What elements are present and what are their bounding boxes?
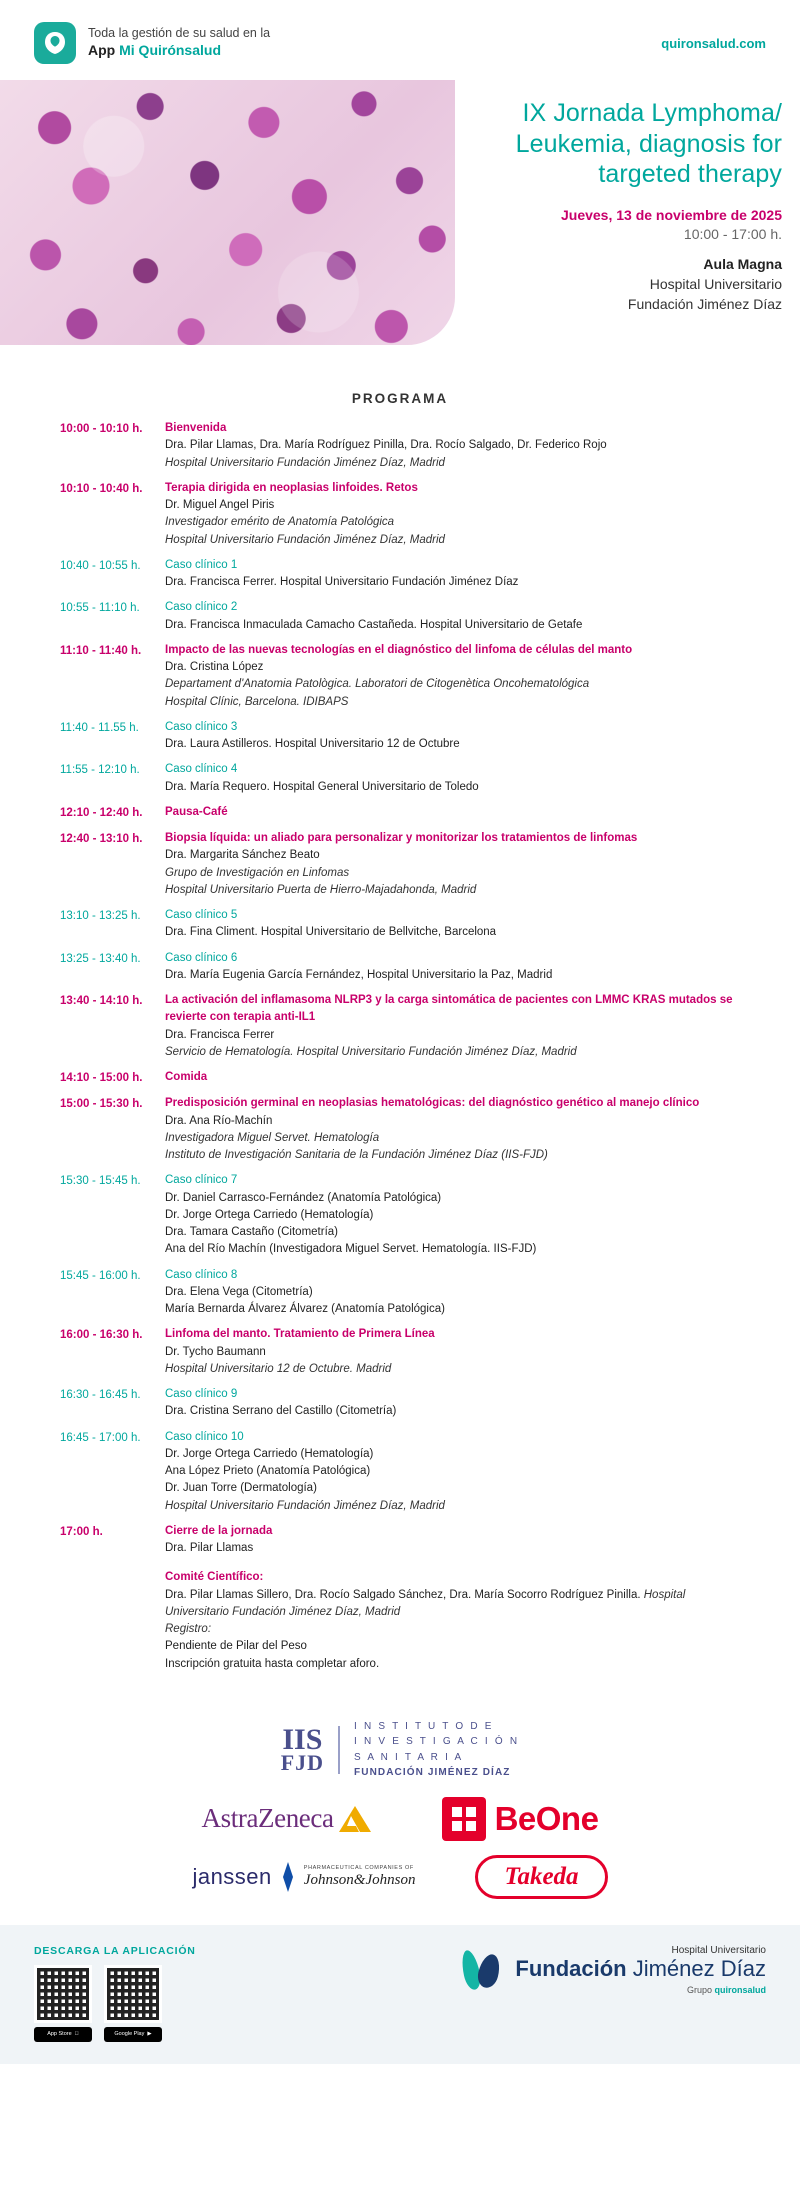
program-row <box>60 1267 752 1319</box>
program-row-title: Cierre de la jornada <box>165 1524 273 1537</box>
beone-mark-icon <box>442 1797 486 1841</box>
janssen-logo <box>192 1860 415 1894</box>
program-row-time: 11:10 - 11:40 h. <box>60 644 142 657</box>
program-row-affiliation: Investigadora Miguel Servet. Hematología <box>165 1131 380 1144</box>
program-row-speaker: Dr. Jorge Ortega Carriedo (Hematología) <box>165 1208 374 1221</box>
program-row-speaker: Dra. María Eugenia García Fernández, Hospital Universitario la Paz, Madrid <box>165 968 553 981</box>
committee-members <box>165 1587 752 1622</box>
program-row-title: Caso clínico 9 <box>165 1388 238 1400</box>
program-row-title: Pausa-Café <box>165 805 228 818</box>
fjd-swoosh-icon <box>459 1948 505 1992</box>
registry-value: Pendiente de Pilar del Peso <box>165 1640 307 1653</box>
janssen-mark-icon <box>280 1860 296 1894</box>
program-row-speaker: Dra. Francisca Ferrer. Hospital Universitario Fundación Jiménez Díaz <box>165 576 519 588</box>
program-row-speaker: Dr. Miguel Angel Piris <box>165 499 275 511</box>
program-row-time: 12:10 - 12:40 h. <box>60 806 143 819</box>
program-row-time: 10:10 - 10:40 h. <box>60 482 143 495</box>
program-row-speaker: Dra. María Requero. Hospital General Universitario de Toledo <box>165 780 479 793</box>
program-row <box>60 830 752 899</box>
program-row-title: Caso clínico 3 <box>165 720 238 733</box>
event-title: IX Jornada Lymphoma/ Leukemia, diagnosis for targeted therapy <box>515 99 782 188</box>
program-row-body <box>165 642 752 711</box>
program-row-title: Linfoma del manto. Tratamiento de Primera Línea <box>165 1328 435 1341</box>
committee-members-names: Dra. Pilar Llamas Sillero, Dra. Rocío Salgado Sánchez, Dra. María Socorro Rodríguez Pinilla. <box>165 1588 641 1601</box>
program-row-title: Caso clínico 7 <box>165 1174 238 1187</box>
iis-line-3: S A N I T A R I A <box>354 1751 464 1763</box>
program-row <box>60 804 752 822</box>
program-row-time: 15:00 - 15:30 h. <box>60 1098 143 1111</box>
sponsor-row-2 <box>0 1855 800 1899</box>
iis-fjd-logo <box>0 1719 800 1781</box>
app-store-badge[interactable] <box>34 2027 92 2042</box>
program-row-affiliation: Hospital Clínic, Barcelona. IDIBAPS <box>165 695 349 708</box>
program-row-speaker: Ana López Prieto (Anatomía Patológica) <box>165 1465 371 1477</box>
program-row-title: Terapia dirigida en neoplasias linfoides. Retos <box>165 481 418 494</box>
program-row-body <box>165 950 752 985</box>
program-row <box>60 719 752 754</box>
program-row-speaker: Dra. Francisca Ferrer <box>165 1028 275 1041</box>
program-row-body <box>165 907 752 942</box>
program-row-body <box>165 1172 752 1258</box>
event-date: Jueves, 13 de noviembre de 2025 <box>560 206 782 223</box>
beone-logo <box>442 1797 599 1841</box>
program-row-speaker: Ana del Río Machín (Investigadora Miguel Servet. Hematología. IIS-FJD) <box>165 1243 537 1256</box>
program-row-speaker: Dra. Pilar Llamas <box>165 1542 254 1554</box>
program-row <box>60 599 752 634</box>
program-row-body <box>165 1326 752 1378</box>
program-row-time: 13:25 - 13:40 h. <box>60 952 141 965</box>
janssen-label: janssen <box>192 1863 272 1889</box>
program-row-time: 12:40 - 13:10 h. <box>60 833 143 845</box>
program-row-speaker: Dra. Laura Astilleros. Hospital Universitario 12 de Octubre <box>165 738 460 750</box>
program-row-title: Caso clínico 2 <box>165 601 238 614</box>
program-row-title: Caso clínico 6 <box>165 951 238 964</box>
program-row <box>60 992 752 1061</box>
program-row-body <box>165 992 752 1061</box>
program-row <box>60 420 752 472</box>
program-row-speaker: Dr. Tycho Baumann <box>165 1345 266 1358</box>
download-title: DESCARGA LA APLICACIÓN <box>34 1944 196 1957</box>
program-row-affiliation: Hospital Universitario Puerta de Hierro-Majadahonda, Madrid <box>165 883 477 896</box>
program-row-speaker: Dra. Tamara Castaño (Citometría) <box>165 1226 338 1238</box>
program-row-speaker: Dr. Daniel Carrasco-Fernández (Anatomía Patológica) <box>165 1191 442 1204</box>
program-row-speaker: Dra. Margarita Sánchez Beato <box>165 849 320 862</box>
program-row-time: 16:30 - 16:45 h. <box>60 1389 141 1401</box>
iis-divider <box>338 1726 340 1774</box>
hero-text-block <box>470 98 782 314</box>
program-row-body <box>165 719 752 754</box>
hospital-name-line1: Fundación <box>515 1955 627 1981</box>
program-row-body <box>165 480 752 549</box>
registry-label: Registro: <box>165 1623 212 1635</box>
qr-codes <box>34 1965 196 2042</box>
program-row-body <box>165 1069 752 1087</box>
sponsor-row-1 <box>0 1797 800 1841</box>
program-row <box>60 1523 752 1558</box>
brand-app-name: Mi Quirónsalud <box>119 42 221 59</box>
iis-line-1: I N S T I T U T O D E <box>354 1720 494 1732</box>
google-play-label: Google Play <box>114 2031 145 2038</box>
program-row-time: 14:10 - 15:00 h. <box>60 1072 143 1084</box>
program-row <box>60 1429 752 1515</box>
program-row-affiliation: Instituto de Investigación Sanitaria de la Fundación Jiménez Díaz (IIS-FJD) <box>165 1149 548 1161</box>
hospital-logo-text <box>515 1945 766 1995</box>
program-row-body <box>165 1267 752 1319</box>
program-row-body <box>165 804 752 822</box>
program-row <box>60 1069 752 1087</box>
program-row-title: Bienvenida <box>165 422 227 434</box>
program-row-time: 10:55 - 11:10 h. <box>60 602 140 615</box>
program-row-title: Caso clínico 10 <box>165 1430 244 1443</box>
hospital-name-line2: Jiménez Díaz <box>632 1955 766 1981</box>
program-row-body <box>165 1429 752 1515</box>
app-store-qr-code[interactable] <box>34 1965 92 2023</box>
program-row-title: Caso clínico 1 <box>165 558 238 571</box>
app-brand-text <box>88 26 270 59</box>
program-row-body <box>165 557 752 592</box>
program-row <box>60 642 752 711</box>
hero-section <box>0 80 800 375</box>
iis-acronym <box>280 1722 325 1776</box>
iis-acronym-top: IIS <box>282 1722 323 1756</box>
program-row <box>60 1095 752 1164</box>
program-row-speaker: Dra. Fina Climent. Hospital Universitario de Bellvitche, Barcelona <box>165 926 497 939</box>
program-row-affiliation: Hospital Universitario Fundación Jiménez Díaz, Madrid <box>165 1499 445 1512</box>
iis-acronym-bottom: FJD <box>280 1750 325 1776</box>
program-row-affiliation: Departament d'Anatomia Patològica. Laboratori de Citogenètica Oncohematológica <box>165 678 590 691</box>
program-row-affiliation: Hospital Universitario Fundación Jiménez Díaz, Madrid <box>165 533 445 546</box>
program-row-body <box>165 1386 752 1421</box>
program-row <box>60 557 752 592</box>
program-row-title: Caso clínico 4 <box>165 763 238 776</box>
program-row-affiliation: Grupo de Investigación en Linfomas <box>165 866 350 879</box>
brand-line-2 <box>88 42 270 60</box>
program-row-speaker: María Bernarda Álvarez Álvarez (Anatomía Patológica) <box>165 1303 445 1315</box>
program-row-title: Caso clínico 8 <box>165 1268 238 1281</box>
takeda-logo: Takeda <box>475 1855 607 1899</box>
program-row-speaker: Dr. Jorge Ortega Carriedo (Hematología) <box>165 1447 374 1460</box>
hospital-name <box>515 1956 766 1982</box>
program-row <box>60 907 752 942</box>
program-row-affiliation: Hospital Universitario Fundación Jiménez Díaz, Madrid <box>165 456 445 469</box>
hospital-small-label: Hospital Universitario <box>671 1944 766 1956</box>
program-row-title: Caso clínico 5 <box>165 909 238 921</box>
program-row-time: 11:40 - 11.55 h. <box>60 721 139 734</box>
astrazeneca-label: AstraZeneca <box>201 1803 334 1834</box>
group-brand: quironsalud <box>714 1984 766 1995</box>
program-row-time: 17:00 h. <box>60 1525 103 1538</box>
program-heading: PROGRAMA <box>351 391 449 406</box>
play-triangle-icon: ▶ <box>147 2031 152 2038</box>
venue-line-3: Fundación Jiménez Díaz <box>627 296 782 313</box>
registration-note: Inscripción gratuita hasta completar aforo. <box>165 1657 380 1670</box>
iis-fulltext <box>354 1719 519 1781</box>
brand-line-1: Toda la gestión de su salud en la <box>88 26 271 41</box>
program-row-time: 11:55 - 12:10 h. <box>60 764 140 777</box>
program-row-body <box>165 1095 752 1164</box>
app-store-qr-block[interactable] <box>34 1965 92 2042</box>
program-row-time: 10:40 - 10:55 h. <box>60 559 141 572</box>
apple-icon <box>75 2031 79 2037</box>
program-row-body <box>165 599 752 634</box>
program-row-speaker: Dra. Ana Río-Machín <box>165 1114 273 1127</box>
johnson-johnson-logo <box>304 1865 416 1888</box>
program-row-time: 15:45 - 16:00 h. <box>60 1269 141 1282</box>
site-url[interactable]: quironsalud.com <box>661 35 766 51</box>
google-play-qr-code[interactable] <box>104 1965 162 2023</box>
program-row-speaker: Dra. Pilar Llamas, Dra. María Rodríguez Pinilla, Dra. Rocío Salgado, Dr. Federico Rojo <box>165 439 607 452</box>
brand-app-word: App <box>88 42 120 59</box>
top-bar <box>0 0 800 80</box>
jj-sub-label: PHARMACEUTICAL COMPANIES OF <box>303 1865 414 1872</box>
app-brand <box>34 22 270 64</box>
program-row-time: 10:00 - 10:10 h. <box>60 423 143 435</box>
program-row-body <box>165 1523 752 1558</box>
committee-time-spacer <box>60 1569 165 1673</box>
app-store-label: App Store <box>47 2031 72 2038</box>
program-row-affiliation: Hospital Universitario 12 de Octubre. Madrid <box>165 1362 392 1375</box>
program-row-time: 13:40 - 14:10 h. <box>60 995 143 1007</box>
program-row-title: Comida <box>165 1071 208 1083</box>
program-row <box>60 1172 752 1258</box>
program-row-title: Impacto de las nuevas tecnologías en el diagnóstico del linfoma de células del manto <box>165 643 633 656</box>
program-row-title: Biopsia líquida: un aliado para personalizar y monitorizar los tratamientos de linfomas <box>165 832 638 844</box>
logos-section <box>0 1681 800 1899</box>
mi-quironsalud-app-icon <box>34 22 76 64</box>
committee-body <box>165 1569 752 1673</box>
program-row <box>60 950 752 985</box>
program-row-speaker: Dra. Elena Vega (Citometría) <box>165 1285 313 1298</box>
program-row-time: 16:45 - 17:00 h. <box>60 1431 141 1444</box>
iis-line-2: I N V E S T I G A C I Ó N <box>354 1736 520 1748</box>
program-row-speaker: Dr. Juan Torre (Dermatología) <box>165 1482 317 1495</box>
astrazeneca-mark-icon <box>338 1804 372 1834</box>
program-row-body <box>165 761 752 796</box>
program-row-body <box>165 830 752 899</box>
program-row <box>60 761 752 796</box>
event-venue <box>470 254 782 315</box>
astrazeneca-logo <box>202 1803 372 1834</box>
event-hours: 10:00 - 17:00 h. <box>683 225 782 242</box>
program-row <box>60 1386 752 1421</box>
program-row-affiliation: Investigador emérito de Anatomía Patológica <box>165 516 395 529</box>
program-row <box>60 480 752 549</box>
program-row-speaker: Dra. Cristina Serrano del Castillo (Citometría) <box>165 1405 397 1418</box>
jj-label: Johnson&Johnson <box>303 1871 416 1888</box>
group-line <box>515 1985 766 1995</box>
program-row <box>60 1326 752 1378</box>
group-label: Grupo <box>686 1984 712 1995</box>
iis-line-4: FUNDACIÓN JIMÉNEZ DÍAZ <box>354 1767 511 1779</box>
google-play-badge[interactable] <box>104 2027 162 2042</box>
program-schedule <box>0 420 800 1557</box>
program-row-time: 16:00 - 16:30 h. <box>60 1329 143 1342</box>
program-row-affiliation: Servicio de Hematología. Hospital Universitario Fundación Jiménez Díaz, Madrid <box>165 1045 577 1058</box>
program-row-speaker: Dra. Francisca Inmaculada Camacho Castañeda. Hospital Universitario de Getafe <box>165 618 583 631</box>
program-row-title: La activación del inflamasoma NLRP3 y la carga sintomática de pacientes con LMMC KRAS mutados se revierte con terapia anti-IL1 <box>165 994 733 1024</box>
blood-cells-micrograph-image <box>0 80 455 345</box>
program-row-title: Predisposición germinal en neoplasias hematológicas: del diagnóstico genético al manejo clínico <box>165 1097 700 1110</box>
program-row-time: 13:10 - 13:25 h. <box>60 910 141 922</box>
venue-line-2: Hospital Universitario <box>649 275 782 292</box>
committee-block <box>0 1569 800 1673</box>
program-row-time: 15:30 - 15:45 h. <box>60 1175 141 1188</box>
google-play-qr-block[interactable] <box>104 1965 162 2042</box>
hospital-logo <box>459 1945 766 1995</box>
committee-members-affiliation: Hospital Universitario Fundación Jiménez Díaz, Madrid <box>165 1588 686 1618</box>
footer <box>0 1925 800 2064</box>
venue-name: Aula Magna <box>703 255 782 272</box>
program-row-speaker: Dra. Cristina López <box>165 661 264 673</box>
committee-title: Comité Científico: <box>165 1571 264 1584</box>
beone-label: BeOne <box>494 1799 599 1837</box>
download-app-block <box>34 1945 196 2042</box>
program-row-body <box>165 420 752 472</box>
